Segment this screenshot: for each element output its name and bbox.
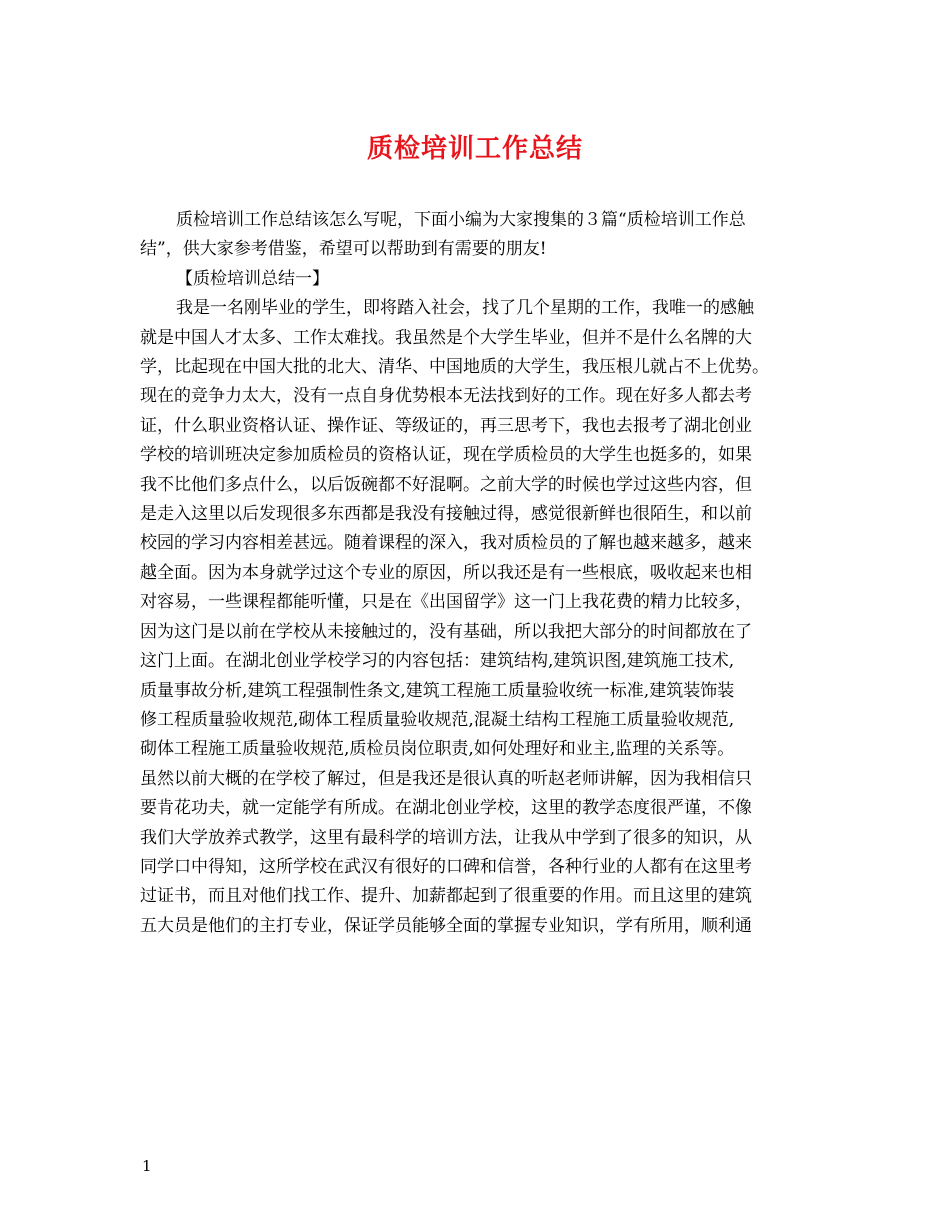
paragraph-line: 虽然以前大概的在学校了解过，但是我还是很认真的听赵老师讲解，因为我相信只 [140, 768, 752, 789]
document-body [140, 206, 840, 941]
paragraph-line: 我是一名刚毕业的学生，即将踏入社会，找了几个星期的工作，我唯一的感触 [176, 298, 754, 319]
paragraph-line: 我们大学放养式教学，这里有最科学的培训方法，让我从中学到了很多的知识，从 [140, 827, 752, 848]
paragraph-line: 要肯花功夫，就一定能学有所成。在湖北创业学校，这里的教学态度很严谨，不像 [140, 798, 752, 819]
page-number: 1 [142, 1157, 152, 1175]
paragraph-line: 现在的竞争力太大，没有一点自身优势根本无法找到好的工作。现在好多人都去考 [140, 386, 752, 407]
paragraph-line: 学，比起现在中国大批的北大、清华、中国地质的大学生，我压根儿就占不上优势。 [140, 357, 769, 378]
paragraph-line: 过证书，而且对他们找工作、提升、加薪都起到了很重要的作用。而且这里的建筑 [140, 886, 752, 907]
paragraph-line: 学校的培训班决定参加质检员的资格认证，现在学质检员的大学生也挺多的，如果 [140, 445, 752, 466]
paragraph-line: 砌体工程施工质量验收规范,质检员岗位职责,如何处理好和业主,监理的关系等。 [140, 739, 735, 760]
paragraph-line: 就是中国人才太多、工作太难找。我虽然是个大学生毕业，但并不是什么名牌的大 [140, 327, 752, 348]
section-heading: 【质检培训总结一】 [176, 268, 329, 289]
paragraph-line: 五大员是他们的主打专业，保证学员能够全面的掌握专业知识，学有所用，顺利通 [140, 915, 752, 936]
paragraph-line: 越全面。因为本身就学过这个专业的原因，所以我还是有一些根底，吸收起来也相 [140, 562, 752, 583]
paragraph-line: 这门上面。在湖北创业学校学习的内容包括：建筑结构,建筑识图,建筑施工技术, [140, 651, 735, 672]
paragraph-line: 是走入这里以后发现很多东西都是我没有接触过得，感觉很新鲜也很陌生，和以前 [140, 504, 752, 525]
paragraph-line: 同学口中得知，这所学校在武汉有很好的口碑和信誉，各种行业的人都有在这里考 [140, 856, 752, 877]
paragraph-line: 校园的学习内容相差甚远。随着课程的深入，我对质检员的了解也越来越多，越来 [140, 533, 752, 554]
paragraph-line: 修工程质量验收规范,砌体工程质量验收规范,混凝土结构工程施工质量验收规范, [140, 709, 735, 730]
paragraph-line: 对容易，一些课程都能听懂，只是在《出国留学》这一门上我花费的精力比较多， [140, 592, 752, 613]
intro-line: 质检培训工作总结该怎么写呢，下面小编为大家搜集的３篇“质检培训工作总 [176, 210, 746, 230]
paragraph-line: 质量事故分析,建筑工程强制性条文,建筑工程施工质量验收统一标准,建筑装饰装 [140, 680, 735, 701]
intro-line: 结”，供大家参考借鉴，希望可以帮助到有需要的朋友! [140, 239, 547, 260]
paragraph-line: 因为这门是以前在学校从未接触过的，没有基础，所以我把大部分的时间都放在了 [140, 621, 752, 642]
paragraph-line: 我不比他们多点什么，以后饭碗都不好混啊。之前大学的时候也学过这些内容，但 [140, 474, 752, 495]
paragraph-line: 证，什么职业资格认证、操作证、等级证的，再三思考下，我也去报考了湖北创业 [140, 415, 752, 436]
document-title: 质检培训工作总结 [366, 134, 583, 164]
